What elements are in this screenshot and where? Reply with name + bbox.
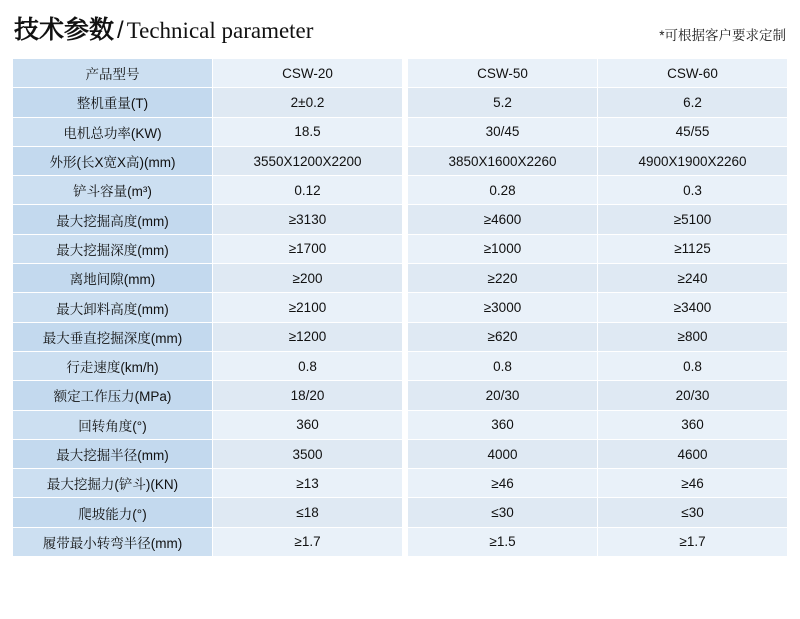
page-title-en: Technical parameter [126, 18, 314, 43]
row-value-csw20: ≥1200 [213, 322, 403, 351]
row-label: 最大挖掘深度(mm) [13, 234, 213, 263]
customization-note: *可根据客户要求定制 [659, 28, 786, 43]
row-value-csw60: ≥800 [598, 322, 788, 351]
page-title-zh: 技术参数 [14, 16, 115, 44]
row-value-csw60: ≥46 [598, 469, 788, 498]
table-row [13, 264, 788, 293]
row-value-csw50: ≥46 [408, 469, 598, 498]
row-value-csw50: 5.2 [408, 88, 598, 117]
row-value-csw60: 4900X1900X2260 [598, 146, 788, 175]
row-value-csw50: ≥1.5 [408, 527, 598, 556]
row-value-csw60: 4600 [598, 439, 788, 468]
technical-parameter-table [12, 58, 788, 557]
row-value-csw50: 360 [408, 410, 598, 439]
row-label: 电机总功率(KW) [13, 117, 213, 146]
row-label: 履带最小转弯半径(mm) [13, 527, 213, 556]
row-value-csw50: 3850X1600X2260 [408, 146, 598, 175]
row-value-csw20: ≥200 [213, 264, 403, 293]
row-value-csw20: 0.8 [213, 351, 403, 380]
table-row [13, 146, 788, 175]
column-header-csw60: CSW-60 [598, 59, 788, 88]
row-value-csw20: 18.5 [213, 117, 403, 146]
row-value-csw50: ≥3000 [408, 293, 598, 322]
row-value-csw60: ≥3400 [598, 293, 788, 322]
table-row [13, 176, 788, 205]
table-row [13, 381, 788, 410]
page-header [0, 0, 800, 54]
table-row [13, 498, 788, 527]
table-row [13, 439, 788, 468]
row-label: 最大卸料高度(mm) [13, 293, 213, 322]
table-header-row [13, 59, 788, 88]
table-row [13, 351, 788, 380]
row-label: 外形(长X宽X高)(mm) [13, 146, 213, 175]
row-value-csw60: ≥5100 [598, 205, 788, 234]
row-value-csw20: 0.12 [213, 176, 403, 205]
column-header-csw20: CSW-20 [213, 59, 403, 88]
table-row [13, 88, 788, 117]
row-value-csw20: ≥2100 [213, 293, 403, 322]
title-separator: / [117, 17, 124, 44]
table-row [13, 410, 788, 439]
row-label: 最大挖掘半径(mm) [13, 439, 213, 468]
row-value-csw50: ≤30 [408, 498, 598, 527]
table-row [13, 117, 788, 146]
table-body [13, 59, 788, 557]
row-value-csw50: ≥620 [408, 322, 598, 351]
row-label: 最大挖掘力(铲斗)(KN) [13, 469, 213, 498]
row-value-csw20: ≤18 [213, 498, 403, 527]
table-row [13, 205, 788, 234]
row-label: 爬坡能力(°) [13, 498, 213, 527]
row-value-csw50: 0.28 [408, 176, 598, 205]
row-value-csw50: 20/30 [408, 381, 598, 410]
row-value-csw50: ≥220 [408, 264, 598, 293]
column-header-csw50: CSW-50 [408, 59, 598, 88]
row-value-csw20: ≥3130 [213, 205, 403, 234]
row-label: 行走速度(km/h) [13, 351, 213, 380]
table-row [13, 234, 788, 263]
row-label: 额定工作压力(MPa) [13, 381, 213, 410]
row-value-csw50: 4000 [408, 439, 598, 468]
row-value-csw60: ≥240 [598, 264, 788, 293]
row-value-csw20: 3500 [213, 439, 403, 468]
row-value-csw50: 0.8 [408, 351, 598, 380]
row-label: 铲斗容量(m³) [13, 176, 213, 205]
row-value-csw20: ≥1700 [213, 234, 403, 263]
row-value-csw20: 3550X1200X2200 [213, 146, 403, 175]
row-value-csw50: ≥4600 [408, 205, 598, 234]
row-value-csw50: ≥1000 [408, 234, 598, 263]
row-label: 回转角度(°) [13, 410, 213, 439]
row-value-csw60: 6.2 [598, 88, 788, 117]
table-row [13, 527, 788, 556]
row-value-csw60: 45/55 [598, 117, 788, 146]
row-value-csw20: 360 [213, 410, 403, 439]
row-value-csw60: ≤30 [598, 498, 788, 527]
row-value-csw60: 360 [598, 410, 788, 439]
row-value-csw60: 0.3 [598, 176, 788, 205]
row-value-csw60: 20/30 [598, 381, 788, 410]
row-label: 最大垂直挖掘深度(mm) [13, 322, 213, 351]
row-value-csw20: ≥13 [213, 469, 403, 498]
row-value-csw60: ≥1125 [598, 234, 788, 263]
row-label: 离地间隙(mm) [13, 264, 213, 293]
row-value-csw60: 0.8 [598, 351, 788, 380]
table-row [13, 322, 788, 351]
row-label: 最大挖掘高度(mm) [13, 205, 213, 234]
column-header-model: 产品型号 [13, 59, 213, 88]
row-value-csw50: 30/45 [408, 117, 598, 146]
row-value-csw20: ≥1.7 [213, 527, 403, 556]
table-row [13, 293, 788, 322]
row-value-csw20: 2±0.2 [213, 88, 403, 117]
row-value-csw20: 18/20 [213, 381, 403, 410]
row-value-csw60: ≥1.7 [598, 527, 788, 556]
table-row [13, 469, 788, 498]
row-label: 整机重量(T) [13, 88, 213, 117]
